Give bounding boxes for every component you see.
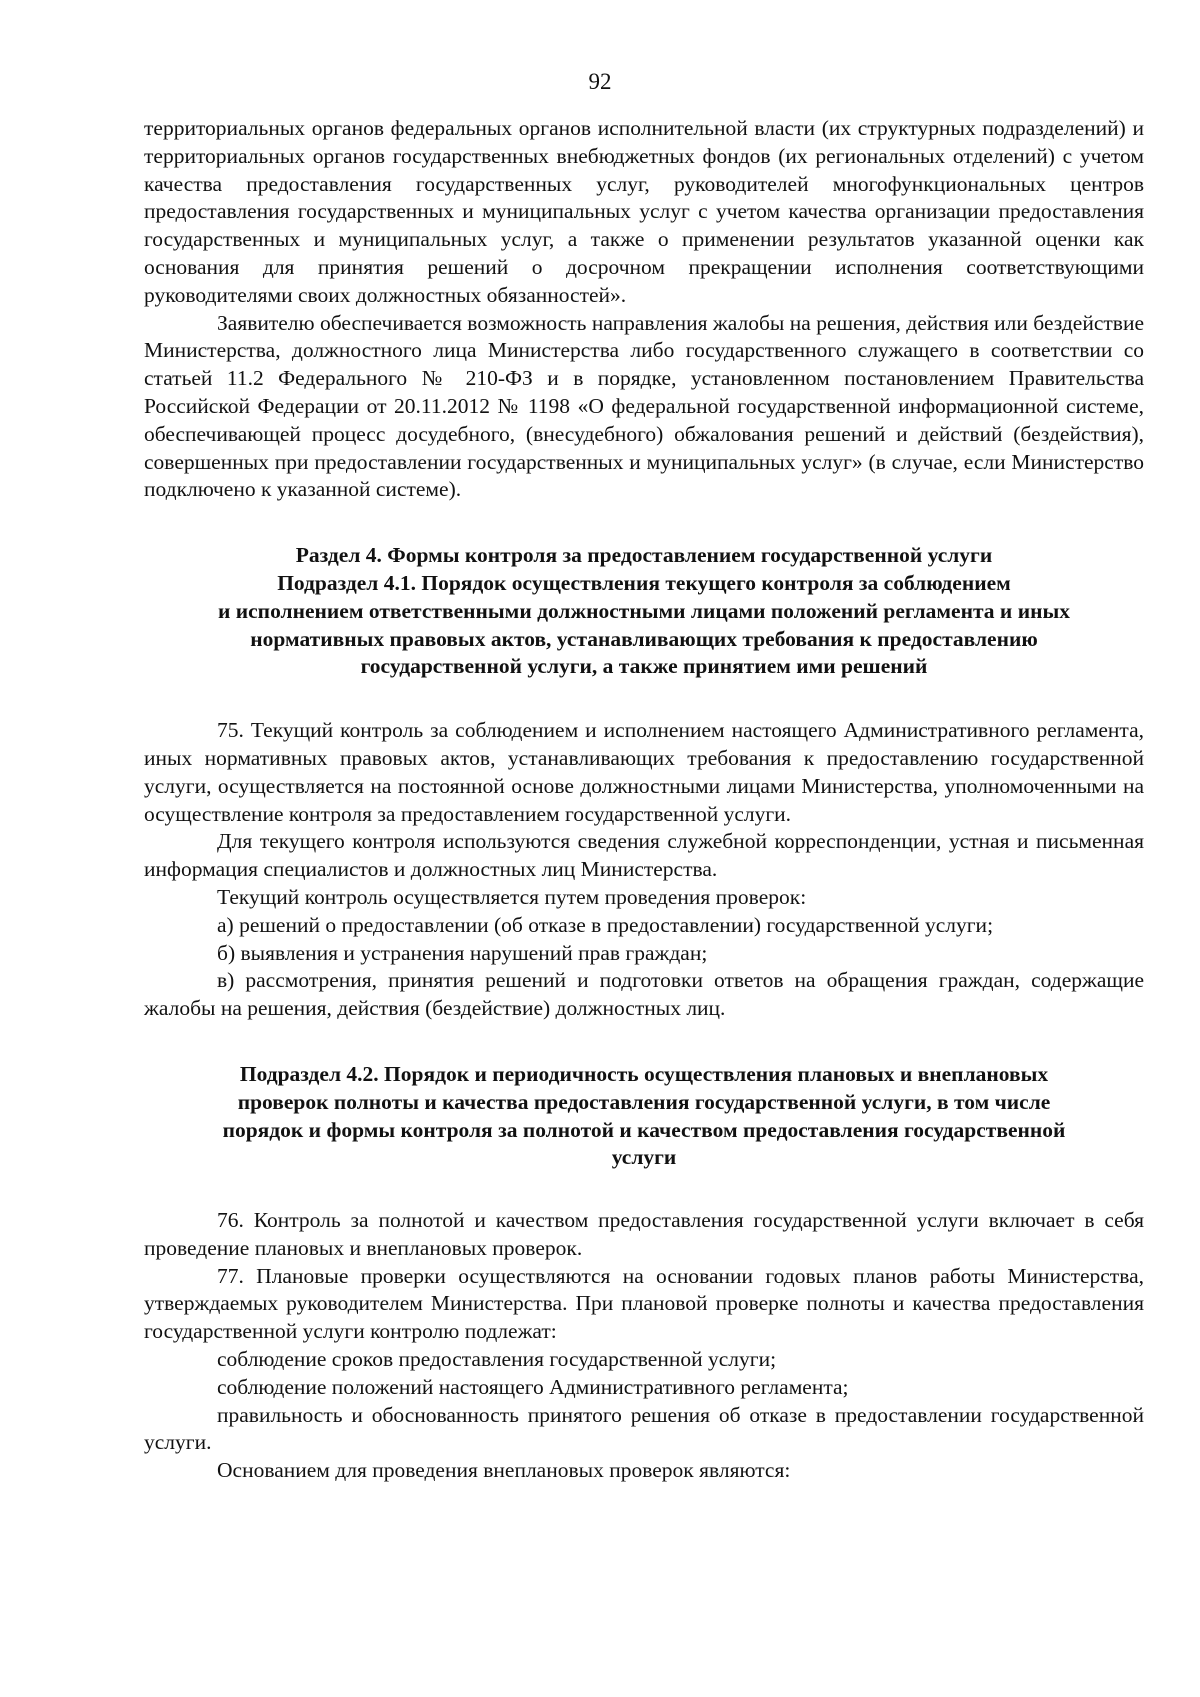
subsection-4-1-title-line: Подраздел 4.1. Порядок осуществления текущего контроля за соблюдением xyxy=(277,570,1011,595)
subsection-4-1-title-line: государственной услуги, а также принятием ими решений xyxy=(360,654,928,679)
section-title: Раздел 4. Формы контроля за предоставлением государственной услуги xyxy=(295,543,993,568)
list-item-v: в) рассмотрения, принятия решений и подготовки ответов на обращения граждан, содержащие жалобы на решения, действия (бездействие) должностных лиц. xyxy=(144,968,1144,1021)
list-item: правильность и обоснованность принятого решения об отказе в предоставлении государственной услуги. xyxy=(144,1402,1144,1455)
paragraph-77: 77. Плановые проверки осуществляются на основании годовых планов работы Министерства, утверждаемых руководителем Министерства. При плановой проверке полноты и качества предоставления государственной услуги контролю подлежат: xyxy=(144,1263,1144,1344)
text-block-inspections xyxy=(144,1207,1144,1485)
subsection-4-2-title-line: услуги xyxy=(611,1145,677,1170)
list-item-b: б) выявления и устранения нарушений прав граждан; xyxy=(217,940,708,965)
list-item: соблюдение положений настоящего Административного регламента; xyxy=(217,1374,849,1399)
list-item: соблюдение сроков предоставления государственной услуги; xyxy=(217,1347,777,1372)
subsection-4-1-title-line: и исполнением ответственными должностными лицами положений регламента и иных xyxy=(217,598,1071,623)
list-item-a: а) решений о предоставлении (об отказе в предоставлении) государственной услуги; xyxy=(217,912,994,937)
paragraph-76: 76. Контроль за полнотой и качеством предоставления государственной услуги включает в себя проведение плановых и внеплановых проверок. xyxy=(144,1208,1144,1260)
text-block-intro xyxy=(144,115,1144,504)
subsection-4-2-title-line: порядок и формы контроля за полнотой и качеством предоставления государственной xyxy=(222,1117,1066,1142)
subsection-4-2-title-line: проверок полноты и качества предоставления государственной услуги, в том числе xyxy=(237,1089,1051,1114)
subsection-4-1-title-line: нормативных правовых актов, устанавливающих требования к предоставлению xyxy=(250,626,1038,651)
paragraph: Текущий контроль осуществляется путем проведения проверок: xyxy=(217,884,807,909)
page-number: 92 xyxy=(588,69,612,94)
subsection-4-2-title-line: Подраздел 4.2. Порядок и периодичность осуществления плановых и внеплановых xyxy=(239,1061,1049,1086)
document-body xyxy=(144,115,1144,1485)
paragraph: Основанием для проведения внеплановых проверок являются: xyxy=(217,1458,791,1483)
subsection-4-2-heading xyxy=(144,1061,1144,1172)
paragraph-complaint-right: Заявителю обеспечивается возможность направления жалобы на решения, действия или бездействие Министерства, должностного лица Министерства либо государственного служащего в соответствии со статьей 11.2 Федерального № 210-ФЗ и в порядке, установленном постановлением Правительства Российской Федерации от 20.11.2012 № 1198 «О федеральной государственной информационной системе, обеспечивающей процесс досудебного, (внесудебного) обжалования решений и действий (бездействия), совершенных при предоставлении государственных и муниципальных услуг» (в случае, если Министерство подключено к указанной системе). xyxy=(144,310,1144,502)
paragraph-continuation: территориальных органов федеральных органов исполнительной власти (их структурных подразделений) и территориальных органов государственных внебюджетных фондов (их региональных отделений) с учетом качества предоставления государственных услуг, руководителей многофункциональных центров предоставления государственных и муниципальных услуг с учетом качества организации предоставления государственных и муниципальных услуг, а также о применении результатов указанной оценки как основания для принятия решений о досрочном прекращении исполнения соответствующими руководителями своих должностных обязанностей». xyxy=(144,116,1144,307)
paragraph-75: 75. Текущий контроль за соблюдением и исполнением настоящего Административного регламента, иных нормативных правовых актов, устанавливающих требования к предоставлению государственной услуги, осуществляется на постоянной основе должностными лицами Министерства, уполномоченными на осуществление контроля за предоставлением государственной услуги. xyxy=(144,718,1144,826)
paragraph: Для текущего контроля используются сведения служебной корреспонденции, устная и письменная информация специалистов и должностных лиц Министерства. xyxy=(144,829,1144,882)
section-4-heading xyxy=(144,542,1144,681)
text-block-current-control xyxy=(144,717,1144,1023)
